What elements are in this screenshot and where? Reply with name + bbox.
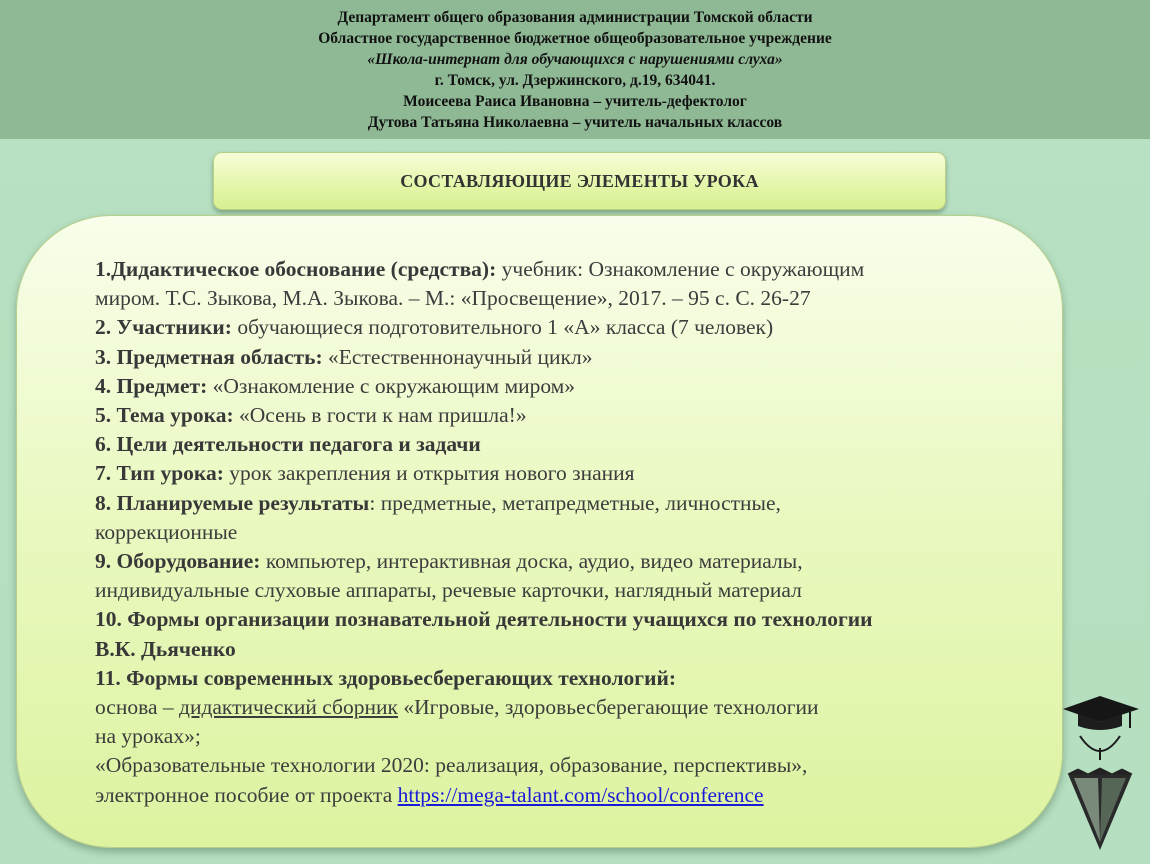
list-item-2: 2. Участники: обучающиеся подготовительного 1 «А» класса (7 человек) [95,315,774,340]
list-item-11-cont-3: электронное пособие от проекта https://mega-talant.com/school/conference [95,782,764,807]
header-author-1: Моисеева Раиса Ивановна – учитель-дефектолог [403,93,747,110]
slide-title: СОСТАВЛЯЮЩИЕ ЭЛЕМЕНТЫ УРОКА [213,152,946,210]
header-author-2: Дутова Татьяна Николаевна – учитель начальных классов [367,114,783,131]
header-school-name: «Школа-интернат для обучающихся с нарушениями слуха» [367,51,783,68]
graduation-cap-pencil-icon [1058,692,1143,852]
list-item-7: 7. Тип урока: урок закрепления и открытия нового знания [95,461,635,486]
header-address: г. Томск, ул. Дзержинского, д.19, 634041. [434,72,716,89]
list-item-1-cont: миром. Т.С. Зыкова, М.А. Зыкова. – М.: «Просвещение», 2017. – 95 с. С. 26-27 [95,286,811,311]
header-department: Департамент общего образования администрации Томской области [337,9,813,26]
list-item-3: 3. Предметная область: «Естественнонаучный цикл» [95,344,593,369]
list-item-6: 6. Цели деятельности педагога и задачи [95,432,481,457]
list-item-1: 1.Дидактическое обоснование (средства): учебник: Ознакомление с окружающим [95,257,865,281]
list-item-11-cont-1: на уроках»; [95,724,201,749]
list-item-9-cont: индивидуальные слуховые аппараты, речевые карточки, наглядный материал [95,578,802,603]
list-item-11: 11. Формы современных здоровьесберегающих технологий: [95,665,677,690]
list-item-8: 8. Планируемые результаты: предметные, метапредметные, личностные, [95,490,781,515]
list-item-9: 9. Оборудование: компьютер, интерактивная доска, аудио, видео материалы, [95,549,803,574]
list-item-11-cont-2: «Образовательные технологии 2020: реализация, образование, перспективы», [95,753,808,778]
lesson-elements-list [95,255,1045,810]
list-item-11-basis: основа – дидактический сборник «Игровые, здоровьесберегающие технологии [95,695,819,720]
list-item-5: 5. Тема урока: «Осень в гости к нам пришла!» [95,403,527,428]
header-institution: Областное государственное бюджетное общеобразовательное учреждение [318,30,832,47]
list-item-10-cont: В.К. Дьяченко [95,636,236,661]
list-item-10: 10. Формы организации познавательной деятельности учащихся по технологии [95,607,873,632]
list-item-4: 4. Предмет: «Ознакомление с окружающим миром» [95,373,576,398]
list-item-8-cont: коррекционные [95,519,238,544]
conference-url-link[interactable]: https://mega-talant.com/school/conference [397,782,764,807]
header-banner [0,0,1150,139]
didactic-collection-link[interactable]: дидактический сборник [179,695,398,720]
